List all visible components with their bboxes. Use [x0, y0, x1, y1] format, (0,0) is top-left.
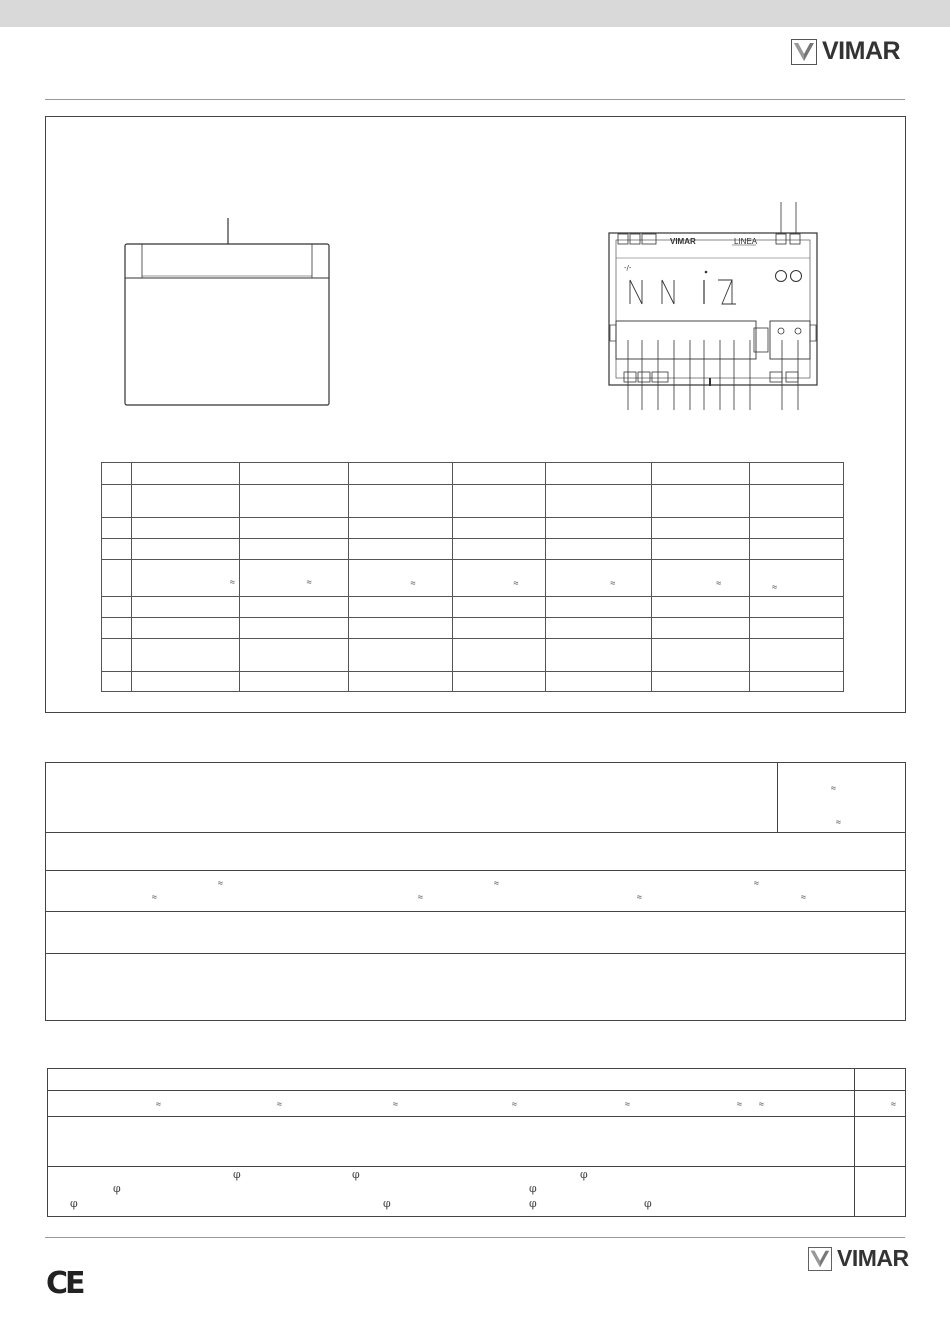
- approx-symbol: ≈: [759, 1099, 764, 1109]
- table-row: [102, 518, 844, 539]
- approx-symbol: ≈: [418, 892, 423, 902]
- header-divider: [45, 99, 905, 100]
- approx-symbol: ≈: [772, 582, 778, 592]
- approx-symbol: ≈: [513, 578, 519, 588]
- specs-table: [101, 462, 844, 692]
- characteristics-box: [45, 762, 906, 1021]
- approx-symbol: ≈: [152, 892, 157, 902]
- table-row: [102, 639, 844, 672]
- approx-symbol: ≈: [410, 578, 416, 588]
- device-brand-label: VIMAR: [670, 237, 696, 246]
- device-line-label: LINEA: [734, 237, 758, 246]
- approx-symbol: ≈: [716, 578, 722, 588]
- approx-symbol: ≈: [277, 1099, 282, 1109]
- approx-symbol: ≈: [229, 577, 235, 587]
- approx-symbol: ≈: [737, 1099, 742, 1109]
- table-row: [102, 618, 844, 639]
- approx-symbol: ≈: [637, 892, 642, 902]
- approx-symbol: ≈: [831, 783, 836, 793]
- approx-symbol: ≈: [836, 817, 841, 827]
- approx-symbol: ≈: [156, 1099, 161, 1109]
- approx-symbol: ≈: [393, 1099, 398, 1109]
- approx-symbol: ≈: [801, 892, 806, 902]
- footer-divider: [45, 1237, 905, 1238]
- top-bar: [0, 0, 950, 27]
- header-logo: [791, 37, 900, 66]
- table-row: [102, 597, 844, 618]
- approx-symbol: ≈: [610, 578, 616, 588]
- svg-text:-/-: -/-: [624, 264, 632, 272]
- phi-symbol: φ: [352, 1168, 360, 1181]
- brand-name: VIMAR: [837, 1245, 909, 1271]
- table-row: [102, 539, 844, 560]
- loads-box: [47, 1068, 906, 1217]
- table-row: [102, 560, 844, 597]
- approx-symbol: ≈: [218, 878, 223, 888]
- approx-symbol: ≈: [512, 1099, 517, 1109]
- phi-symbol: φ: [233, 1168, 241, 1181]
- phi-symbol: φ: [529, 1197, 537, 1210]
- table-row: [102, 463, 844, 485]
- phi-symbol: φ: [70, 1197, 78, 1210]
- phi-symbol: φ: [644, 1197, 652, 1210]
- approx-symbol: ≈: [625, 1099, 630, 1109]
- phi-symbol: φ: [580, 1168, 588, 1181]
- table-row: [102, 485, 844, 518]
- phi-symbol: φ: [383, 1197, 391, 1210]
- phi-symbol: φ: [113, 1182, 121, 1195]
- ce-mark: CE: [46, 1266, 83, 1301]
- approx-symbol: ≈: [891, 1099, 896, 1109]
- phi-symbol: φ: [529, 1182, 537, 1195]
- rear-view-drawing: [600, 200, 825, 410]
- approx-symbol: ≈: [754, 878, 759, 888]
- table-row: [102, 672, 844, 692]
- front-view-drawing: [120, 212, 335, 410]
- approx-symbol: ≈: [494, 878, 499, 888]
- brand-name: VIMAR: [822, 37, 901, 65]
- vimar-logo-icon: [808, 1247, 832, 1271]
- vimar-logo-icon: [791, 39, 817, 65]
- approx-symbol: ≈: [306, 577, 312, 587]
- footer-logo: [808, 1245, 909, 1272]
